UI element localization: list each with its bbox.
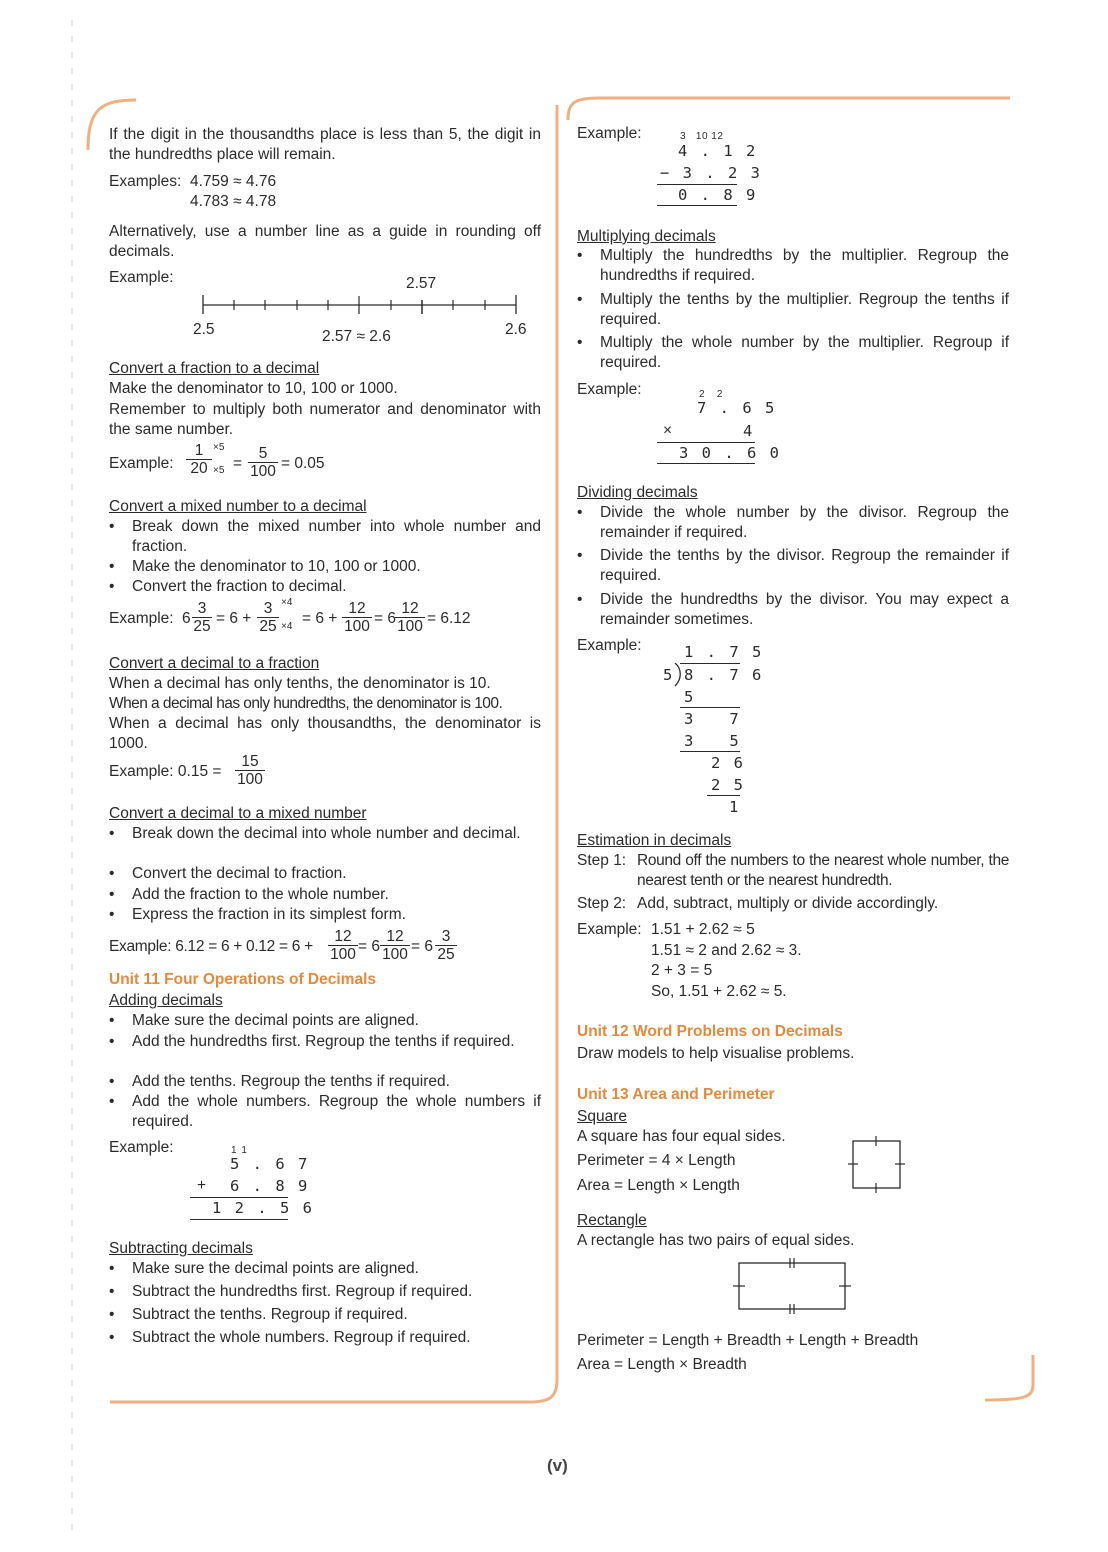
- quotient: 1 . 7 5: [684, 643, 764, 661]
- number-line: [195, 290, 535, 330]
- unit-11-title: Unit 11 Four Operations of Decimals: [109, 971, 377, 988]
- estimation-line-3: 2 + 3 = 5: [651, 962, 713, 979]
- dividing-decimals-title: Dividing decimals: [577, 484, 698, 501]
- estimation-title: Estimation in decimals: [577, 832, 732, 849]
- frac-to-dec-example-label: Example:: [109, 455, 174, 472]
- sum-line-top: [190, 1197, 288, 1198]
- whole-number: 6: [182, 610, 191, 627]
- fraction-12-100: $\frac{12}{100}$: [342, 600, 372, 635]
- addend-1: 5 . 6 7: [230, 1155, 310, 1173]
- unit-12-title: Unit 12 Word Problems on Decimals: [577, 1023, 843, 1040]
- step-2-label: Step 2:: [577, 895, 627, 912]
- sub-example-label: Example:: [577, 125, 642, 142]
- denominator: 100: [248, 462, 278, 480]
- adding-decimals-title: Adding decimals: [109, 992, 223, 1009]
- rectangle-line-1: A rectangle has two pairs of equal sides.: [577, 1232, 855, 1249]
- plus-operator: +: [197, 1177, 207, 1194]
- number-line-example-label: Example:: [109, 269, 174, 286]
- number-line-top-label: 2.57: [406, 275, 437, 292]
- borrow-digits: 3 10 12: [680, 131, 724, 142]
- mixed-to-dec-result: = 6.12: [427, 610, 471, 627]
- multiplying-decimals-title: Multiplying decimals: [577, 228, 716, 245]
- fraction-3-25-b: $\frac{3}{25}$: [257, 600, 279, 635]
- step-line-2: [680, 751, 740, 752]
- fraction-1-20: [186, 442, 212, 477]
- unit-12-text: Draw models to help visualise problems.: [577, 1045, 855, 1062]
- square-line-3: Area = Length × Length: [577, 1177, 740, 1194]
- multiplier: 4: [743, 422, 755, 440]
- rectangle-line-3: Area = Length × Breadth: [577, 1356, 747, 1373]
- multiplier-bottom: ×5: [213, 465, 225, 476]
- product-line-bottom: [657, 463, 755, 464]
- carry-digits: 1 1: [231, 1145, 248, 1156]
- frac-to-dec-line-2: Remember to multiply both numerator and denominator with the same number.: [109, 401, 541, 438]
- step-1-text: Round off the numbers to the nearest whole number, the nearest tenth or the nearest hundredth.: [637, 852, 1009, 889]
- minuend: 4 . 1 2: [678, 142, 758, 160]
- square-line-1: A square has four equal sides.: [577, 1128, 786, 1145]
- estimation-line-1: 1.51 + 2.62 ≈ 5: [651, 921, 755, 938]
- remainder: 1: [729, 798, 741, 816]
- plus-text-1: = 6 +: [216, 610, 252, 627]
- rounding-para-1: If the digit in the thousandths place is less than 5, the digit in the hundredths place will remain.: [109, 126, 541, 163]
- step-line-1: [680, 707, 740, 708]
- rectangle-diagram: [728, 1256, 858, 1316]
- dividend: 8 . 7 6: [684, 666, 764, 684]
- product: 3 0 . 6 0: [679, 444, 781, 462]
- step-2-text: Add, subtract, multiply or divide accordingly.: [637, 895, 939, 912]
- times-operator: ×: [663, 422, 673, 439]
- frac-to-dec-result: = 0.05: [281, 455, 325, 472]
- rectangle-title: Rectangle: [577, 1212, 647, 1229]
- fraction-3-25-c: $\frac{3}{25}$: [435, 928, 457, 963]
- dec-to-mixed-title: Convert a decimal to a mixed number: [109, 805, 367, 822]
- fraction-12-100-d: $\frac{12}{100}$: [380, 928, 410, 963]
- carry-digits: 2 2: [699, 389, 724, 400]
- mixed-to-dec-title: Convert a mixed number to a decimal: [109, 498, 367, 515]
- square-line-2: Perimeter = 4 × Length: [577, 1152, 736, 1169]
- dec-to-frac-line-3: When a decimal has only thousandths, the denominator is 1000.: [109, 715, 541, 752]
- diff-line-top: [657, 184, 737, 185]
- fraction-12-100-b: $\frac{12}{100}$: [395, 600, 425, 635]
- equals-six-b: = 6: [411, 938, 433, 955]
- square-title: Square: [577, 1108, 627, 1125]
- estimation-line-2: 1.51 ≈ 2 and 2.62 ≈ 3.: [651, 942, 802, 959]
- multiplicand: 7 . 6 5: [697, 399, 777, 417]
- denominator: 20: [186, 459, 212, 477]
- dec-to-frac-title: Convert a decimal to a fraction: [109, 655, 320, 672]
- multiplier-top: ×5: [213, 442, 225, 453]
- diff-line-bottom: [657, 205, 737, 206]
- step-2: 3 7: [684, 710, 741, 728]
- number-line-right-label: 2.6: [505, 321, 527, 338]
- equals-six: = 6: [374, 610, 396, 627]
- rounding-para-2: Alternatively, use a number line as a guide in rounding off decimals.: [109, 223, 541, 260]
- examples-label: Examples:: [109, 173, 182, 190]
- multiplier-bottom: ×4: [281, 621, 293, 632]
- rounding-example-2: 4.783 ≈ 4.78: [190, 193, 277, 210]
- plus-text-2: = 6 +: [302, 610, 338, 627]
- product-line-top: [657, 442, 755, 443]
- step-1-label: Step 1:: [577, 852, 627, 869]
- fraction-5-100: [248, 445, 278, 480]
- fraction-15-100: $\frac{15}{100}$: [235, 753, 265, 788]
- mult-example-label: Example:: [577, 381, 642, 398]
- frac-to-dec-title: Convert a fraction to a decimal: [109, 360, 320, 377]
- step-1: 5: [684, 688, 696, 706]
- sum-result: 1 2 . 5 6: [212, 1199, 314, 1217]
- numerator: 5: [258, 445, 268, 462]
- estimation-line-4: So, 1.51 + 2.62 ≈ 5.: [651, 983, 787, 1000]
- step-5: 2 5: [711, 776, 745, 794]
- number-line-mid-label: 2.57 ≈ 2.6: [322, 328, 391, 345]
- step-line-3: [707, 795, 740, 796]
- difference: 0 . 8 9: [678, 186, 758, 204]
- fraction-3-25: $\frac{3}{25}$: [193, 600, 211, 635]
- fraction-12-100-c: $\frac{12}{100}$: [328, 928, 358, 963]
- frac-to-dec-line-1: Make the denominator to 10, 100 or 1000.: [109, 380, 398, 397]
- sum-line-bottom: [190, 1219, 288, 1220]
- square-diagram: [843, 1134, 913, 1196]
- step-4: 2 6: [711, 754, 745, 772]
- adding-example-label: Example:: [109, 1139, 174, 1156]
- numerator: 1: [194, 442, 204, 459]
- estimation-example-label: Example:: [577, 921, 642, 938]
- equals-sign: =: [233, 455, 243, 472]
- unit-13-title: Unit 13 Area and Perimeter: [577, 1086, 775, 1103]
- equals-six: = 6: [358, 938, 380, 955]
- page-number: (v): [547, 1456, 568, 1475]
- dec-to-frac-line-2: When a decimal has only hundredths, the denominator is 100.: [109, 695, 503, 712]
- div-example-label: Example:: [577, 637, 642, 654]
- addend-2: 6 . 8 9: [230, 1177, 310, 1195]
- dec-to-frac-example: Example: 0.15 =: [109, 763, 222, 780]
- rectangle-line-2: Perimeter = Length + Breadth + Length + Breadth: [577, 1332, 919, 1349]
- rounding-example-1: 4.759 ≈ 4.76: [190, 173, 277, 190]
- subtrahend: − 3 . 2 3: [660, 164, 762, 182]
- mixed-to-dec-example-label: Example:: [109, 610, 174, 627]
- divisor: 5: [663, 666, 675, 684]
- dec-to-mixed-example: Example: 6.12 = 6 + 0.12 = 6 +: [109, 938, 313, 955]
- subtracting-decimals-title: Subtracting decimals: [109, 1240, 253, 1257]
- number-line-left-label: 2.5: [193, 321, 215, 338]
- division-bar: [680, 663, 740, 664]
- multiplier-top: ×4: [281, 597, 293, 608]
- step-3: 3 5: [684, 732, 741, 750]
- dec-to-frac-line-1: When a decimal has only tenths, the denominator is 10.: [109, 675, 491, 692]
